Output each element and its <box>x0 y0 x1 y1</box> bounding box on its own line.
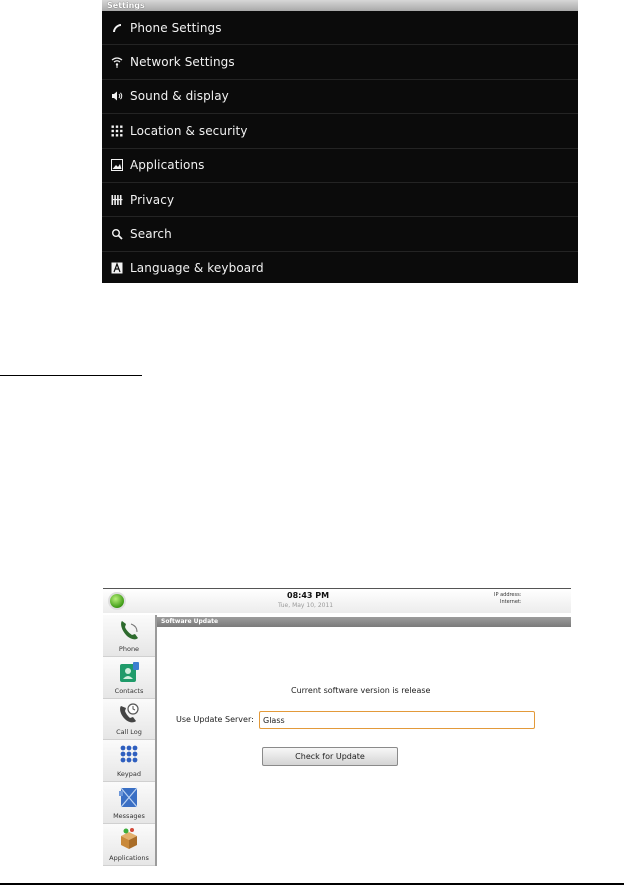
grid-icon <box>110 124 124 138</box>
nav-item-contacts[interactable] <box>103 657 155 699</box>
search-icon <box>110 227 124 241</box>
side-nav <box>103 615 157 866</box>
wireless-icon <box>110 55 124 69</box>
page-title: Software Update <box>157 617 571 627</box>
settings-item-search[interactable] <box>102 217 578 251</box>
settings-title: Settings <box>102 0 578 11</box>
nav-label: Call Log <box>116 728 142 737</box>
nav-label: Contacts <box>114 686 144 695</box>
nav-item-phone[interactable] <box>103 615 155 657</box>
settings-item-phone[interactable] <box>102 11 578 45</box>
clock: 08:43 PM <box>287 591 330 600</box>
contacts-icon <box>117 660 141 684</box>
nav-item-call-log[interactable] <box>103 699 155 741</box>
nav-label: Phone <box>118 644 140 653</box>
settings-item-label: Privacy <box>130 192 175 207</box>
bottom-divider <box>0 883 624 885</box>
date: Tue, May 10, 2011 <box>278 602 334 609</box>
applications-box-icon <box>117 827 141 851</box>
settings-item-label: Applications <box>130 158 205 173</box>
update-server-label: Use Update Server: <box>176 715 254 724</box>
settings-item-applications[interactable] <box>102 149 578 183</box>
internet-label: Internet: <box>500 599 522 605</box>
messages-icon <box>117 785 141 809</box>
phone-icon <box>110 21 124 35</box>
keypad-icon <box>117 743 141 767</box>
settings-item-label: Language & keyboard <box>130 261 264 276</box>
network-info <box>494 592 522 606</box>
status-bar <box>103 589 571 613</box>
settings-item-label: Sound & display <box>130 89 229 104</box>
settings-item-privacy[interactable] <box>102 183 578 217</box>
android-settings-screenshot <box>102 0 578 283</box>
settings-item-label: Search <box>130 227 172 242</box>
settings-item-network[interactable] <box>102 45 578 79</box>
nav-label: Messages <box>113 811 145 820</box>
settings-item-language-keyboard[interactable] <box>102 252 578 283</box>
divider-line <box>0 375 142 376</box>
current-version-text: Current software version is release <box>291 686 431 695</box>
settings-item-label: Network Settings <box>130 55 235 70</box>
call-log-icon <box>117 702 141 726</box>
settings-item-label: Location & security <box>130 123 248 138</box>
settings-item-location-security[interactable] <box>102 114 578 148</box>
applications-icon <box>110 158 124 172</box>
nav-item-applications[interactable] <box>103 824 155 866</box>
nav-label: Applications <box>109 853 149 862</box>
status-indicator-icon <box>110 594 124 608</box>
update-server-input[interactable] <box>259 711 535 729</box>
ip-address-label: IP address: <box>494 592 522 598</box>
settings-item-sound-display[interactable] <box>102 80 578 114</box>
nav-item-keypad[interactable] <box>103 740 155 782</box>
check-for-update-button[interactable]: Check for Update <box>262 747 398 766</box>
phone-handset-icon <box>117 618 141 642</box>
nav-item-messages[interactable] <box>103 782 155 824</box>
settings-item-label: Phone Settings <box>130 20 222 35</box>
software-update-screenshot <box>103 588 571 866</box>
speaker-icon <box>110 89 124 103</box>
privacy-icon <box>110 193 124 207</box>
nav-label: Keypad <box>116 770 142 779</box>
keyboard-icon <box>110 261 124 275</box>
